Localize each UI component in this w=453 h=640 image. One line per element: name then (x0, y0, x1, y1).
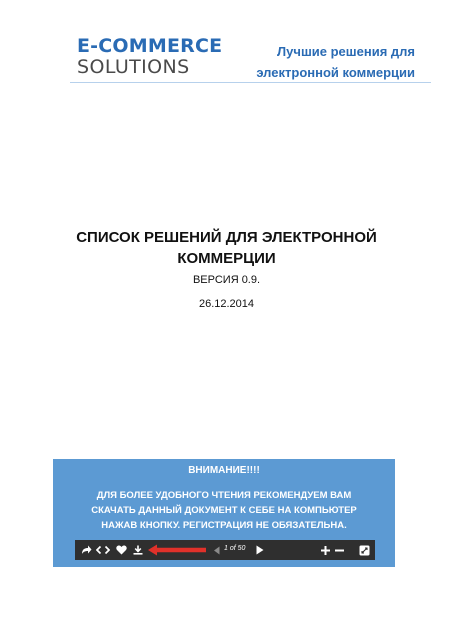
document-version: ВЕРСИЯ 0.9. (192, 274, 261, 286)
notice-line3: НАЖАВ КНОПКУ. РЕГИСТРАЦИЯ НЕ ОБЯЗАТЕЛЬНА. (101, 520, 347, 531)
header-divider (70, 82, 431, 83)
logo-line2: SOLUTIONS (77, 56, 190, 78)
page-counter: 1 of 50 (224, 545, 246, 552)
download-hint-arrow-icon (147, 540, 207, 560)
next-page-icon[interactable] (254, 540, 266, 560)
download-icon[interactable] (131, 540, 145, 560)
title-line2: КОММЕРЦИИ (177, 250, 276, 267)
tagline-line1: Лучшие решения для (277, 44, 415, 59)
brand-logo (77, 36, 222, 77)
viewer-toolbar (75, 540, 375, 560)
embed-icon[interactable] (95, 540, 111, 560)
fullscreen-icon[interactable] (357, 540, 371, 560)
title-line1: СПИСОК РЕШЕНИЙ ДЛЯ ЭЛЕКТРОННОЙ (76, 229, 377, 246)
heart-icon[interactable] (114, 540, 128, 560)
download-notice-banner (53, 459, 395, 567)
logo-line1: E-COMMERCE (77, 35, 223, 57)
header-tagline (256, 41, 415, 83)
zoom-in-icon[interactable] (319, 540, 331, 560)
zoom-out-icon[interactable] (333, 540, 345, 560)
document-title (0, 227, 453, 269)
tagline-line2: электронной коммерции (256, 65, 415, 80)
notice-line2: СКАЧАТЬ ДАННЫЙ ДОКУМЕНТ К СЕБЕ НА КОМПЬЮТЕР (91, 505, 357, 516)
notice-title: ВНИМАНИЕ!!!! (188, 465, 260, 476)
document-date: 26.12.2014 (198, 298, 255, 310)
notice-line1: ДЛЯ БОЛЕЕ УДОБНОГО ЧТЕНИЯ РЕКОМЕНДУЕМ ВАМ (96, 490, 352, 501)
share-icon[interactable] (79, 540, 93, 560)
prev-page-icon[interactable] (211, 540, 222, 560)
notice-body (53, 488, 395, 533)
